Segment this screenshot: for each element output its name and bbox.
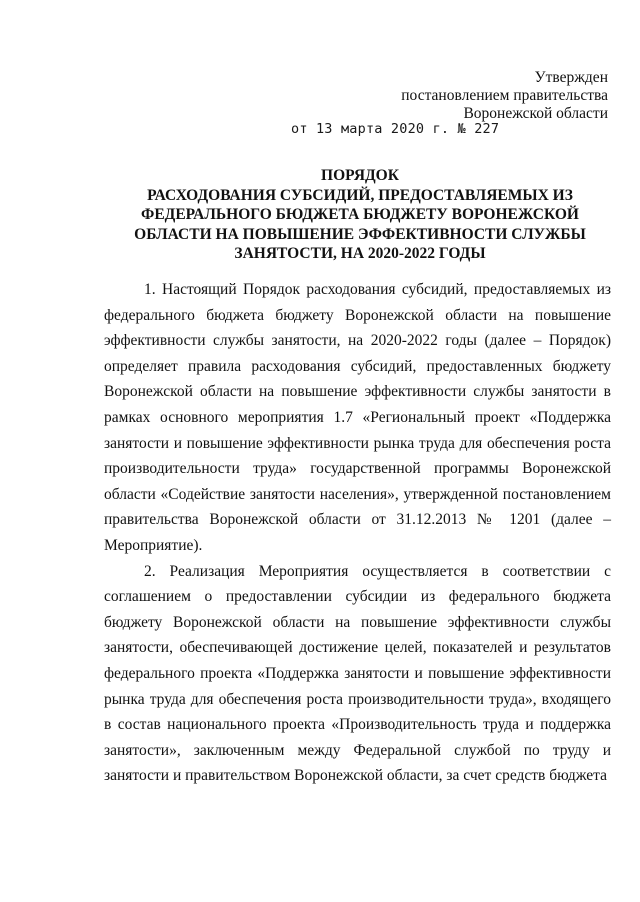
approval-line-resolution: постановлением правительства [401,87,608,104]
title-line-1: ПОРЯДОК [321,167,399,184]
approval-date: от 13 марта 2020 г. № 227 [291,121,500,137]
paragraph-1: 1. Настоящий Порядок расходования субсидий, предоставляемых из федерального бюджета бюджету Воронежской области на повышение эффективности службы занятости, на 2020-2022 годы (далее – Порядок) определяет правила расходования субсидий, предоставленных бюджету Воронежской области на повышение эффективности службы занятости в рамках основного мероприятия 1.7 «Региональный проект «Поддержка занятости и повышение эффективности рынка труда для обеспечения роста производительности труда» государственной программы Воронежской области «Содействие занятости населения», утвержденной постановлением правительства Воронежской области от 31.12.2013 № 1201 (далее – Мероприятие). [104,281,611,554]
title-line-4: ОБЛАСТИ НА ПОВЫШЕНИЕ ЭФФЕКТИВНОСТИ СЛУЖБЫ [134,225,586,243]
approval-line-region: Воронежской области [463,105,608,122]
title-line-2: РАСХОДОВАНИЯ СУБСИДИЙ, ПРЕДОСТАВЛЯЕМЫХ ИЗ [147,186,573,204]
document-body [104,277,611,789]
approval-stamp [401,69,608,123]
approval-line-approved: Утвержден [534,69,608,86]
paragraph-2: 2. Реализация Мероприятия осуществляется в соответствии с соглашением о предоставлении субсидии из федерального бюджета бюджету Воронежской области на повышение эффективности службы занятости, обеспечивающей достижение целей, показателей и результатов федерального проекта «Поддержка занятости и повышение эффективности рынка труда для обеспечения роста производительности труда», входящего в состав национального проекта «Производительность труда и поддержка занятости», заключенным между Федеральной службой по труду и занятости и правительством Воронежской области, за счет средств бюджета [104,562,611,785]
title-line-5: ЗАНЯТОСТИ, НА 2020-2022 ГОДЫ [234,245,486,262]
title-line-3: ФЕДЕРАЛЬНОГО БЮДЖЕТА БЮДЖЕТУ ВОРОНЕЖСКОЙ [141,206,579,223]
document-title [100,166,620,264]
